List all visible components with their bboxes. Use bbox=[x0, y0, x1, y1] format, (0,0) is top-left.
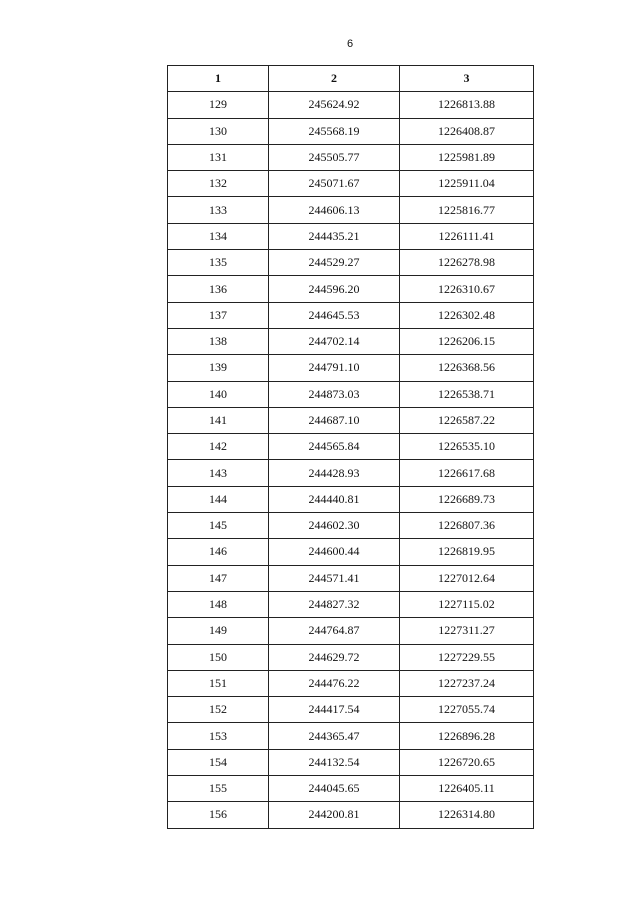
table-cell: 1227229.55 bbox=[400, 644, 534, 670]
table-cell: 1225816.77 bbox=[400, 197, 534, 223]
table-cell: 1225981.89 bbox=[400, 144, 534, 170]
table-cell: 244645.53 bbox=[269, 302, 400, 328]
table-row bbox=[168, 460, 534, 486]
table-cell: 244132.54 bbox=[269, 749, 400, 775]
table-row bbox=[168, 749, 534, 775]
table-cell: 132 bbox=[168, 171, 269, 197]
table-row bbox=[168, 328, 534, 354]
table-cell: 1226587.22 bbox=[400, 407, 534, 433]
table-cell: 142 bbox=[168, 434, 269, 460]
table-cell: 150 bbox=[168, 644, 269, 670]
table-cell: 245505.77 bbox=[269, 144, 400, 170]
table-cell: 1226206.15 bbox=[400, 328, 534, 354]
table-row bbox=[168, 486, 534, 512]
table-cell: 1226689.73 bbox=[400, 486, 534, 512]
table-cell: 244602.30 bbox=[269, 513, 400, 539]
table-cell: 1226535.10 bbox=[400, 434, 534, 460]
table-cell: 245071.67 bbox=[269, 171, 400, 197]
table-cell: 153 bbox=[168, 723, 269, 749]
table-cell: 141 bbox=[168, 407, 269, 433]
table-row bbox=[168, 302, 534, 328]
table-cell: 244200.81 bbox=[269, 802, 400, 828]
table-cell: 1227311.27 bbox=[400, 618, 534, 644]
table-cell: 130 bbox=[168, 118, 269, 144]
table-cell: 143 bbox=[168, 460, 269, 486]
table-row bbox=[168, 197, 534, 223]
table-cell: 139 bbox=[168, 355, 269, 381]
table-cell: 138 bbox=[168, 328, 269, 354]
table-cell: 1226302.48 bbox=[400, 302, 534, 328]
table-cell: 244428.93 bbox=[269, 460, 400, 486]
table-cell: 1226538.71 bbox=[400, 381, 534, 407]
table-row bbox=[168, 118, 534, 144]
table-row bbox=[168, 802, 534, 828]
table-cell: 244565.84 bbox=[269, 434, 400, 460]
table-row bbox=[168, 670, 534, 696]
table-cell: 129 bbox=[168, 92, 269, 118]
table-cell: 154 bbox=[168, 749, 269, 775]
table-cell: 156 bbox=[168, 802, 269, 828]
table-cell: 244791.10 bbox=[269, 355, 400, 381]
table-cell: 1225911.04 bbox=[400, 171, 534, 197]
table-cell: 144 bbox=[168, 486, 269, 512]
table-cell: 140 bbox=[168, 381, 269, 407]
table-cell: 244606.13 bbox=[269, 197, 400, 223]
table-row bbox=[168, 434, 534, 460]
table-cell: 244687.10 bbox=[269, 407, 400, 433]
table-cell: 1226617.68 bbox=[400, 460, 534, 486]
table-row bbox=[168, 723, 534, 749]
table-cell: 1226896.28 bbox=[400, 723, 534, 749]
column-header-3: 3 bbox=[400, 66, 534, 92]
table-cell: 244476.22 bbox=[269, 670, 400, 696]
table-row bbox=[168, 776, 534, 802]
table-cell: 145 bbox=[168, 513, 269, 539]
table-cell: 134 bbox=[168, 223, 269, 249]
table-cell: 151 bbox=[168, 670, 269, 696]
table-row bbox=[168, 250, 534, 276]
table-cell: 1226813.88 bbox=[400, 92, 534, 118]
table-cell: 244571.41 bbox=[269, 565, 400, 591]
table-cell: 149 bbox=[168, 618, 269, 644]
table-cell: 135 bbox=[168, 250, 269, 276]
table-cell: 1226819.95 bbox=[400, 539, 534, 565]
table-cell: 245624.92 bbox=[269, 92, 400, 118]
table-cell: 146 bbox=[168, 539, 269, 565]
table-cell: 147 bbox=[168, 565, 269, 591]
table-cell: 1226807.36 bbox=[400, 513, 534, 539]
table-row bbox=[168, 407, 534, 433]
coordinates-table bbox=[167, 65, 534, 829]
table-cell: 244045.65 bbox=[269, 776, 400, 802]
table-row bbox=[168, 223, 534, 249]
table-row bbox=[168, 276, 534, 302]
table-cell: 1226408.87 bbox=[400, 118, 534, 144]
table-cell: 1226278.98 bbox=[400, 250, 534, 276]
table-row bbox=[168, 144, 534, 170]
table-row bbox=[168, 697, 534, 723]
table-row bbox=[168, 591, 534, 617]
table-cell: 245568.19 bbox=[269, 118, 400, 144]
column-header-2: 2 bbox=[269, 66, 400, 92]
table-row bbox=[168, 565, 534, 591]
table-cell: 1226720.65 bbox=[400, 749, 534, 775]
table-cell: 244417.54 bbox=[269, 697, 400, 723]
table-cell: 152 bbox=[168, 697, 269, 723]
table-body bbox=[168, 92, 534, 828]
table-row bbox=[168, 355, 534, 381]
table-row bbox=[168, 644, 534, 670]
table-cell: 244365.47 bbox=[269, 723, 400, 749]
page-number: 6 bbox=[346, 38, 354, 50]
table-cell: 244764.87 bbox=[269, 618, 400, 644]
table-row bbox=[168, 513, 534, 539]
table-row bbox=[168, 171, 534, 197]
table-cell: 148 bbox=[168, 591, 269, 617]
table-cell: 137 bbox=[168, 302, 269, 328]
table-cell: 244629.72 bbox=[269, 644, 400, 670]
table-cell: 155 bbox=[168, 776, 269, 802]
table-cell: 133 bbox=[168, 197, 269, 223]
table-row bbox=[168, 92, 534, 118]
table-cell: 244827.32 bbox=[269, 591, 400, 617]
table-cell: 1227115.02 bbox=[400, 591, 534, 617]
table-cell: 244529.27 bbox=[269, 250, 400, 276]
table-cell: 244596.20 bbox=[269, 276, 400, 302]
table-cell: 1226314.80 bbox=[400, 802, 534, 828]
table-row bbox=[168, 618, 534, 644]
column-header-1: 1 bbox=[168, 66, 269, 92]
table-cell: 1226405.11 bbox=[400, 776, 534, 802]
table-header-row bbox=[168, 66, 534, 92]
table-cell: 131 bbox=[168, 144, 269, 170]
table-row bbox=[168, 539, 534, 565]
table-cell: 1226368.56 bbox=[400, 355, 534, 381]
table-cell: 1227237.24 bbox=[400, 670, 534, 696]
table-cell: 244600.44 bbox=[269, 539, 400, 565]
table-cell: 244702.14 bbox=[269, 328, 400, 354]
table-cell: 244873.03 bbox=[269, 381, 400, 407]
table-cell: 136 bbox=[168, 276, 269, 302]
table-cell: 1226310.67 bbox=[400, 276, 534, 302]
table-cell: 1226111.41 bbox=[400, 223, 534, 249]
table-cell: 244435.21 bbox=[269, 223, 400, 249]
table-row bbox=[168, 381, 534, 407]
table-cell: 244440.81 bbox=[269, 486, 400, 512]
table-cell: 1227055.74 bbox=[400, 697, 534, 723]
table-cell: 1227012.64 bbox=[400, 565, 534, 591]
